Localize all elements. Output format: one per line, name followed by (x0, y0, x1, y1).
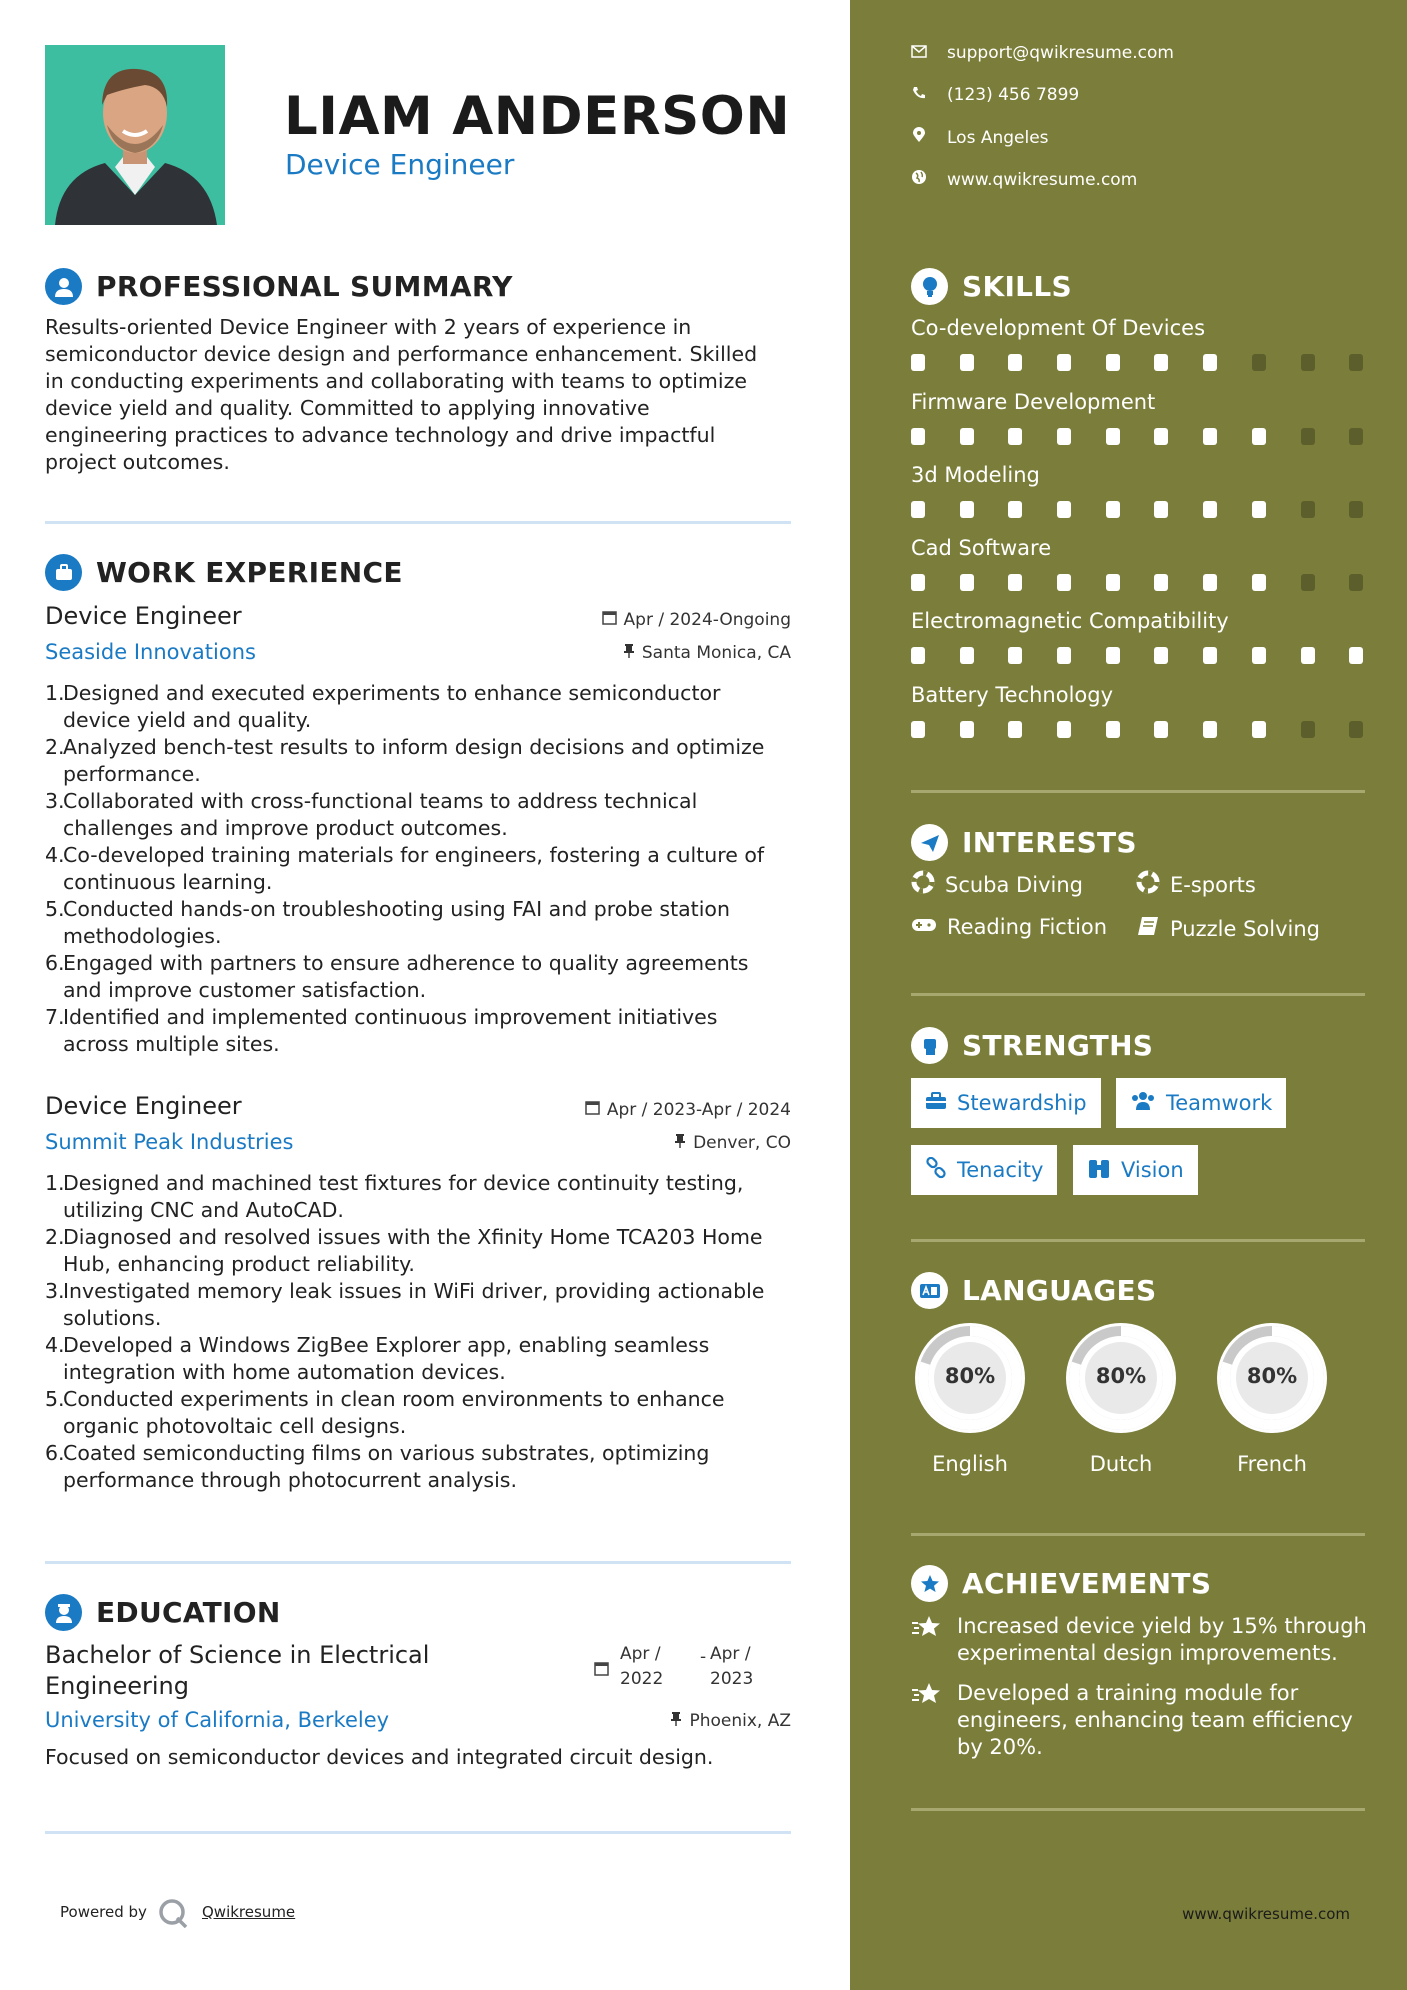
briefcase-icon (45, 554, 82, 591)
strength-tag: Stewardship (911, 1078, 1101, 1128)
achievements-title: ACHIEVEMENTS (962, 1567, 1212, 1600)
divider (45, 1561, 791, 1564)
language-name: French (1237, 1452, 1307, 1476)
education-header (45, 1594, 281, 1631)
interests-title: INTERESTS (962, 826, 1137, 859)
languages-title: LANGUAGES (962, 1274, 1157, 1307)
skill-dot (911, 354, 925, 371)
strengths-header (911, 1027, 1153, 1064)
skill-dot (960, 574, 974, 591)
degree (45, 1640, 429, 1702)
fist-icon (911, 1027, 948, 1064)
skill-dot (1057, 354, 1071, 371)
job-title: Device Engineer (45, 602, 242, 630)
skill-dot (960, 721, 974, 738)
skill-dot (960, 647, 974, 664)
skill-dot (1349, 428, 1363, 445)
language-name: Dutch (1089, 1452, 1153, 1476)
skill-dot (1008, 721, 1022, 738)
skill-dot (1252, 354, 1266, 371)
star-badge-icon (911, 1565, 948, 1602)
star-icon (911, 1613, 943, 1667)
skill-dot (1349, 647, 1363, 664)
summary-line: engineering practices to advance technology and drive impactful (45, 423, 716, 447)
star-icon (911, 1680, 943, 1761)
profile-photo (45, 45, 225, 225)
skill-dot (911, 501, 925, 518)
language-name: English (932, 1452, 1008, 1476)
skill-dot (1106, 574, 1120, 591)
divider (911, 1533, 1365, 1536)
life-ring-icon (1136, 870, 1160, 899)
skill-dot (1154, 354, 1168, 371)
skill-rating (911, 428, 1398, 445)
skill-dot (960, 501, 974, 518)
contact-phone[interactable]: (123) 456 7899 (911, 85, 1079, 105)
skill-dot (1057, 721, 1071, 738)
interest-item: E-sports (1136, 870, 1256, 899)
summary-text (45, 314, 805, 476)
job-location-text: Santa Monica, CA (641, 643, 791, 663)
skill-dot (1349, 721, 1363, 738)
contact-location: Los Angeles (911, 127, 1049, 148)
divider (911, 993, 1365, 996)
envelope-icon (911, 43, 927, 63)
skills-title: SKILLS (962, 270, 1072, 303)
skill-dot (1106, 428, 1120, 445)
skill-dot (1301, 647, 1315, 664)
achievement-item (911, 1613, 1371, 1667)
skill-dot (1154, 721, 1168, 738)
skill-rating (911, 721, 1398, 738)
skill-dot (1252, 574, 1266, 591)
skill-dot (1008, 428, 1022, 445)
gamepad-icon (911, 915, 937, 939)
job-dates (480, 1100, 791, 1120)
language-percent: 80% (1095, 1364, 1147, 1388)
skill-dot (1203, 647, 1217, 664)
list-item: 1. Designed and machined test fixtures for device continuity testing, utilizing CNC and AutoCAD. (45, 1171, 744, 1222)
list-item: 6. Coated semiconducting films on various substrates, optimizing performance through photocurrent analysis. (45, 1441, 710, 1492)
job-dates-text: Apr / 2024-Ongoing (623, 610, 791, 630)
skill-dot (1057, 647, 1071, 664)
link-icon (925, 1157, 947, 1184)
divider (911, 790, 1365, 793)
skill-dot (911, 428, 925, 445)
paper-plane-icon (911, 824, 948, 861)
job-location-text: Denver, CO (693, 1133, 791, 1153)
lightbulb-icon (911, 268, 948, 305)
skill-dot (1203, 574, 1217, 591)
skill-dot (1301, 574, 1315, 591)
skill-dot (1349, 501, 1363, 518)
qwikresume-link[interactable]: Qwikresume (202, 1903, 296, 1921)
briefcase-icon (925, 1091, 947, 1115)
list-item: 3. Collaborated with cross-functional teams to address technical challenges and improve product outcomes. (45, 789, 698, 840)
skill-dot (1349, 354, 1363, 371)
strengths-title: STRENGTHS (962, 1029, 1154, 1062)
divider (45, 521, 791, 524)
divider (911, 1239, 1365, 1242)
strength-tag: Teamwork (1116, 1078, 1286, 1128)
achievement-text: Developed a training module for engineers, enhancing team efficiency by 20%. (957, 1681, 1353, 1759)
calendar-icon (594, 1659, 609, 1684)
skill-rating (911, 574, 1398, 591)
pin-icon (670, 1711, 682, 1731)
skill-dot (1252, 647, 1266, 664)
footer-website[interactable]: www.qwikresume.com (1182, 1905, 1350, 1923)
list-item: 2. Diagnosed and resolved issues with the Xfinity Home TCA203 Home Hub, enhancing product reliability. (45, 1225, 763, 1276)
skill-dot (960, 428, 974, 445)
list-item: 1. Designed and executed experiments to enhance semiconductor device yield and quality. (45, 681, 721, 732)
job-location (500, 643, 791, 663)
skill-name: Cad Software (911, 536, 1052, 560)
list-item: 7. Identified and implemented continuous improvement initiatives across multiple sites. (45, 1005, 718, 1056)
interest-item: Reading Fiction (911, 915, 1107, 939)
achievement-text: Increased device yield by 15% through experimental design improvements. (957, 1614, 1367, 1665)
education-location-text: Phoenix, AZ (689, 1711, 791, 1731)
job-dates (500, 610, 791, 630)
summary-line: device yield and quality. Committed to applying innovative (45, 396, 650, 420)
skill-dot (1057, 574, 1071, 591)
skill-dot (1154, 501, 1168, 518)
skill-dot (1154, 428, 1168, 445)
qwikresume-logo-icon (157, 1898, 189, 1932)
school: University of California, Berkeley (45, 1708, 390, 1732)
skill-dot (1301, 354, 1315, 371)
skill-dot (1301, 428, 1315, 445)
list-item: 4. Developed a Windows ZigBee Explorer app, enabling seamless integration with home automation devices. (45, 1333, 710, 1384)
map-pin-icon (911, 127, 927, 148)
interests-header (911, 824, 1137, 861)
education-title: EDUCATION (96, 1596, 281, 1629)
skill-dot (1349, 574, 1363, 591)
skill-rating (911, 501, 1398, 518)
job-company: Seaside Innovations (45, 640, 256, 664)
job-dates-text: Apr / 2023-Apr / 2024 (606, 1100, 791, 1120)
achievement-item (911, 1680, 1371, 1761)
skill-dot (1008, 574, 1022, 591)
skill-dot (1203, 354, 1217, 371)
summary-line: in conducting experiments and collaborating with teams to optimize (45, 369, 747, 393)
languages-header (911, 1272, 1156, 1309)
list-item: 2. Analyzed bench-test results to inform design decisions and optimize performance. (45, 735, 765, 786)
globe-icon (911, 169, 927, 190)
job-duties (45, 1170, 805, 1494)
skill-dot (1203, 721, 1217, 738)
skill-name: Co-development Of Devices (911, 316, 1206, 340)
divider (911, 1808, 1365, 1811)
job-company: Summit Peak Industries (45, 1130, 294, 1154)
strength-tag: Tenacity (911, 1145, 1057, 1195)
skills-header (911, 268, 1072, 305)
divider (45, 1831, 791, 1834)
skill-dot (1008, 647, 1022, 664)
degree-line: Bachelor of Science in Electrical (45, 1641, 430, 1669)
skill-dot (911, 721, 925, 738)
skill-dot (1252, 428, 1266, 445)
graduate-icon (45, 1594, 82, 1631)
work-title: WORK EXPERIENCE (96, 556, 403, 589)
contact-email[interactable]: support@qwikresume.com (911, 43, 1174, 63)
skill-name: Electromagnetic Compatibility (911, 609, 1229, 633)
skill-dot (1057, 501, 1071, 518)
skill-dot (1154, 574, 1168, 591)
list-item: 3. Investigated memory leak issues in WiFi driver, providing actionable solutions. (45, 1279, 765, 1330)
book-icon (1136, 915, 1160, 942)
skill-dot (1106, 721, 1120, 738)
candidate-job-title: Device Engineer (285, 148, 515, 181)
summary-line: project outcomes. (45, 450, 230, 474)
calendar-icon (585, 1100, 600, 1120)
skill-dot (1106, 501, 1120, 518)
skill-dot (1203, 501, 1217, 518)
education-description: Focused on semiconductor devices and integrated circuit design. (45, 1745, 714, 1769)
skill-dot (1106, 354, 1120, 371)
skill-name: 3d Modeling (911, 463, 1040, 487)
skill-rating (911, 647, 1398, 664)
skill-dot (1301, 721, 1315, 738)
start-date: Apr / 2022 (620, 1644, 664, 1689)
summary-line: semiconductor device design and performance enhancement. Skilled (45, 342, 758, 366)
skill-dot (1203, 428, 1217, 445)
translate-icon (911, 1272, 948, 1309)
pin-icon (674, 1133, 686, 1153)
date-separator: - (700, 1647, 707, 1667)
users-icon (1130, 1091, 1156, 1116)
skill-dot (1301, 501, 1315, 518)
skill-dot (1106, 647, 1120, 664)
skill-dot (1252, 501, 1266, 518)
degree-line: Engineering (45, 1672, 189, 1700)
skill-dot (911, 647, 925, 664)
powered-by: Powered by (60, 1903, 147, 1921)
list-item: 4. Co-developed training materials for engineers, fostering a culture of continuous learning. (45, 843, 765, 894)
phone-icon (911, 85, 927, 105)
skill-dot (1057, 428, 1071, 445)
skill-name: Battery Technology (911, 683, 1114, 707)
interest-item: Puzzle Solving (1136, 915, 1320, 942)
list-item: 5. Conducted experiments in clean room environments to enhance organic photovoltaic cell designs. (45, 1387, 725, 1438)
language-percent: 80% (1246, 1364, 1298, 1388)
job-location (500, 1133, 791, 1153)
pin-icon (623, 643, 635, 663)
list-item: 5. Conducted hands-on troubleshooting using FAI and probe station methodologies. (45, 897, 730, 948)
interest-item: Scuba Diving (911, 870, 1083, 899)
skill-dot (960, 354, 974, 371)
skill-dot (1008, 501, 1022, 518)
strength-tag: Vision (1073, 1145, 1198, 1195)
contact-website[interactable]: www.qwikresume.com (911, 169, 1137, 190)
work-header (45, 554, 403, 591)
skill-dot (1154, 647, 1168, 664)
skill-name: Firmware Development (911, 390, 1156, 414)
summary-header (45, 268, 513, 305)
skill-dot (1008, 354, 1022, 371)
calendar-icon (602, 610, 617, 630)
language-percent: 80% (944, 1364, 996, 1388)
summary-line: Results-oriented Device Engineer with 2 years of experience in (45, 315, 692, 339)
achievements-header (911, 1565, 1211, 1602)
list-item: 6. Engaged with partners to ensure adherence to quality agreements and improve customer satisfaction. (45, 951, 749, 1002)
candidate-name: LIAM ANDERSON (284, 86, 791, 147)
end-date: Apr / 2023 (710, 1644, 754, 1689)
skill-rating (911, 354, 1398, 371)
skill-dot (911, 574, 925, 591)
job-duties (45, 680, 805, 1058)
education-location (500, 1711, 791, 1731)
skill-dot (1252, 721, 1266, 738)
summary-title: PROFESSIONAL SUMMARY (96, 270, 513, 303)
binoculars-icon (1087, 1157, 1111, 1184)
job-title: Device Engineer (45, 1092, 242, 1120)
user-icon (45, 268, 82, 305)
life-ring-icon (911, 870, 935, 899)
